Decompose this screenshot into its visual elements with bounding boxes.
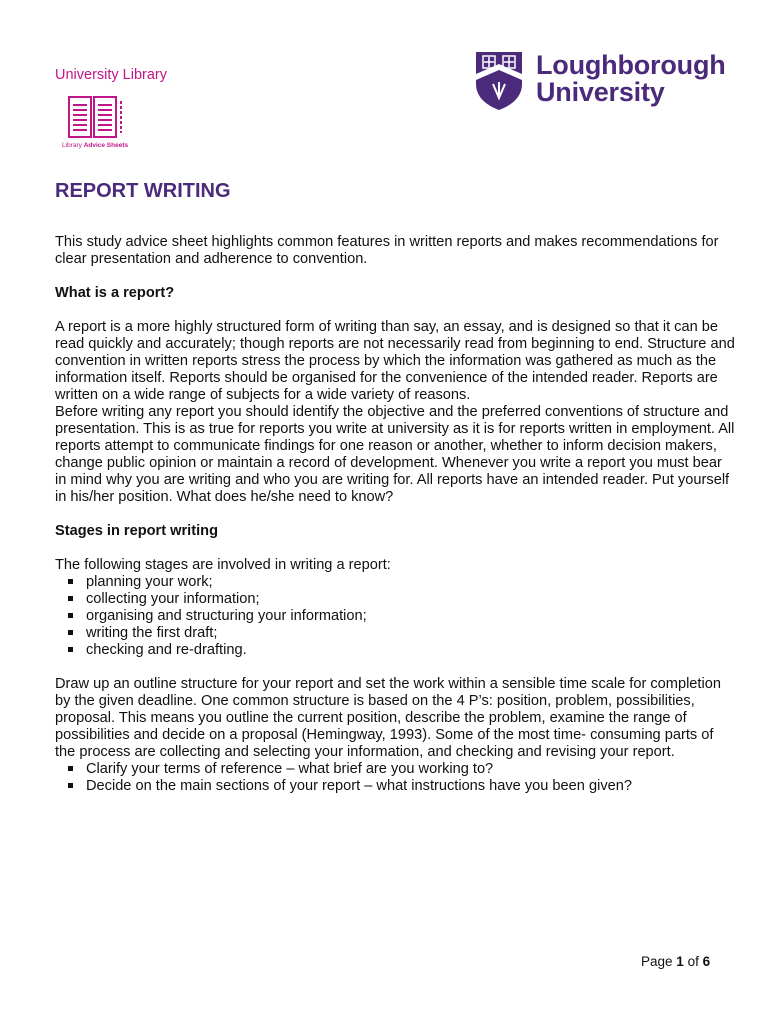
page-number: Page 1 of 6 — [641, 954, 711, 969]
bullet-icon — [68, 783, 73, 788]
paragraph: Draw up an outline structure for your report and set the work within a sensible time scale for completion by the given deadline. One common structure is based on the 4 P’s: position, problem, possibilities, proposal. This means you outline the current position, describe the problem, examine the range of possibilities and decide on a proposal (Hemingway, 1993). Some of the most time- consuming parts of the process are collecting and selecting your information, and checking and revising your report. — [55, 676, 721, 760]
stages-list — [55, 574, 735, 659]
tips-list — [55, 761, 735, 795]
section-heading-what-is-report: What is a report? — [55, 285, 175, 301]
list-item: planning your work; — [55, 574, 735, 591]
bullet-icon — [68, 647, 73, 652]
university-logo — [474, 50, 724, 112]
bullet-icon — [68, 613, 73, 618]
paragraph: A report is a more highly structured form of writing than say, an essay, and is designed so that it can be read quickly and accurately; though reports are not necessarily read from beginning to end. Structure and convention in written reports stress the process by which the information was gathered as much as the information itself. Reports should be organised for the convenience of the intended reader. Reports are written on a wide range of subjects for a wide variety of reasons. — [55, 319, 735, 403]
intro-paragraph: This study advice sheet highlights common features in written reports and makes recommendations for clear presentation and adherence to convention. — [55, 234, 719, 267]
list-item: Decide on the main sections of your report – what instructions have you been given? — [55, 778, 735, 795]
library-label: University Library — [55, 67, 167, 83]
bullet-icon — [68, 766, 73, 771]
bullet-icon — [68, 630, 73, 635]
list-item: organising and structuring your information; — [55, 608, 735, 625]
bullet-icon — [68, 596, 73, 601]
section-heading-stages: Stages in report writing — [55, 523, 218, 539]
university-crest-icon — [474, 50, 524, 112]
list-item: checking and re-drafting. — [55, 642, 735, 659]
advice-sheets-caption: Library Advice Sheets — [62, 142, 129, 149]
paragraph: Before writing any report you should identify the objective and the preferred conventions of structure and presentation. This is as true for reports you write at university as it is for reports written in employment. All reports attempt to communicate findings for one reason or another, whether to inform decision makers, change public opinion or maintain a record of development. Whenever you write a report you must bear in mind why you are writing and who you are writing for. All reports have an intended reader. Put yourself in his/her position. What does he/she need to know? — [55, 404, 735, 505]
university-name: Loughborough University — [536, 50, 726, 107]
document-body — [55, 234, 735, 795]
stages-lead: The following stages are involved in writing a report: — [55, 557, 391, 573]
bullet-icon — [68, 579, 73, 584]
list-item: Clarify your terms of reference – what brief are you working to? — [55, 761, 735, 778]
page-title: REPORT WRITING — [55, 180, 231, 202]
list-item: writing the first draft; — [55, 625, 735, 642]
list-item: collecting your information; — [55, 591, 735, 608]
